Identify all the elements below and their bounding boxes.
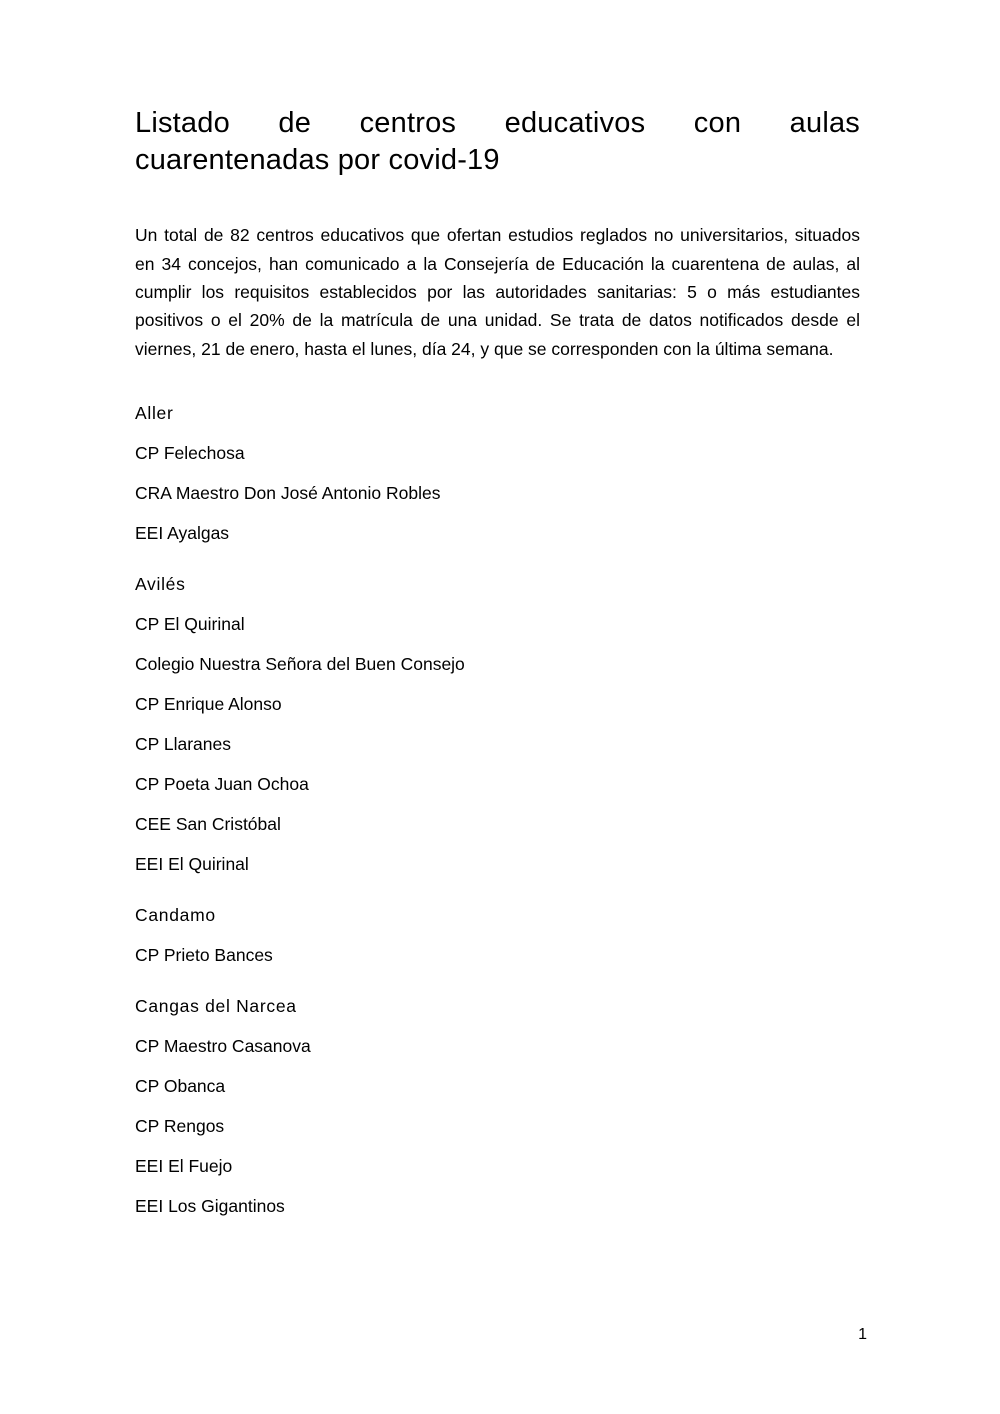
list-item: EEI El Fuejo bbox=[135, 1155, 233, 1176]
section-aviles bbox=[135, 574, 860, 875]
list-item: CP Rengos bbox=[135, 1115, 225, 1136]
list-item: CP Prieto Bances bbox=[135, 944, 273, 965]
section-candamo bbox=[135, 905, 860, 966]
list-item: CP Poeta Juan Ochoa bbox=[135, 773, 309, 794]
section-heading: Candamo bbox=[135, 904, 216, 925]
section-heading: Avilés bbox=[135, 573, 186, 594]
section-aller bbox=[135, 403, 860, 544]
list-item: CP El Quirinal bbox=[135, 613, 245, 634]
list-item: EEI El Quirinal bbox=[135, 853, 249, 874]
page-title-line-2: cuarentenadas por covid-19 bbox=[135, 144, 500, 177]
list-item: Colegio Nuestra Señora del Buen Consejo bbox=[135, 653, 465, 674]
section-cangas-del-narcea bbox=[135, 996, 860, 1217]
intro-paragraph: Un total de 82 centros educativos que ofertan estudios reglados no universitarios, situados en 34 concejos, han comunicado a la Consejería de Educación la cuarentena de aulas, al cumplir los requisitos establecidos por las autoridades sanitarias: 5 o más estudiantes positivos o el 20% de la matrícula de una unidad. Se trata de datos notificados desde el viernes, 21 de enero, hasta el lunes, día 24, y que se corresponden con la última semana. bbox=[135, 225, 860, 359]
list-item: CP Obanca bbox=[135, 1075, 226, 1096]
list-item: EEI Los Gigantinos bbox=[135, 1195, 285, 1216]
list-item: EEI Ayalgas bbox=[135, 522, 230, 543]
page-title bbox=[135, 105, 860, 179]
list-item: CP Felechosa bbox=[135, 442, 245, 463]
list-item: CP Maestro Casanova bbox=[135, 1035, 311, 1056]
list-item: CP Enrique Alonso bbox=[135, 693, 282, 714]
list-item: CEE San Cristóbal bbox=[135, 813, 281, 834]
section-heading: Cangas del Narcea bbox=[135, 995, 297, 1016]
list-item: CRA Maestro Don José Antonio Robles bbox=[135, 482, 441, 503]
center-list bbox=[135, 403, 860, 1217]
section-heading: Aller bbox=[135, 402, 174, 423]
list-item: CP Llaranes bbox=[135, 733, 231, 754]
page-title-line-1: Listado de centros educativos con aulas bbox=[135, 107, 860, 139]
page-number: 1 bbox=[858, 1326, 867, 1343]
